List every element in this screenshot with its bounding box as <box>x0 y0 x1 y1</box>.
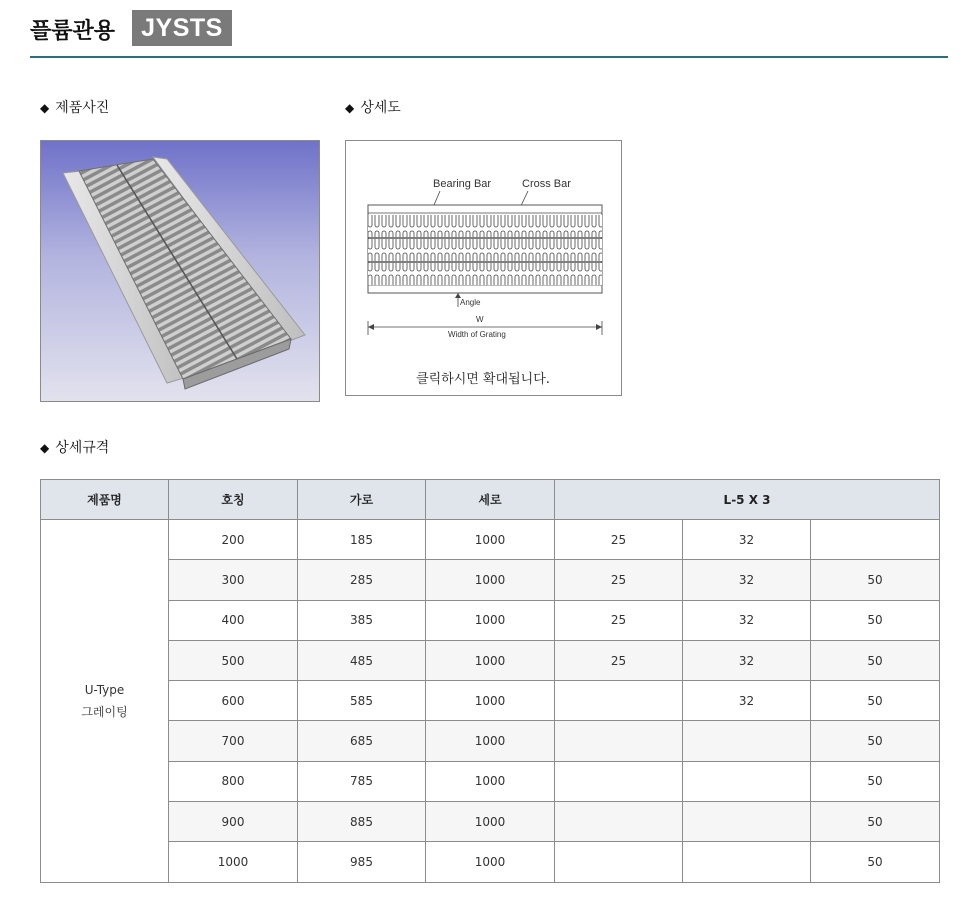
table-cell: 585 <box>298 681 426 721</box>
product-name-line2: 그레이팅 <box>81 704 128 719</box>
table-cell: 500 <box>169 640 298 680</box>
table-cell: 50 <box>811 802 940 842</box>
page-header <box>30 8 948 58</box>
table-row <box>41 802 940 842</box>
table-cell: 25 <box>555 520 683 560</box>
product-photo[interactable] <box>40 140 320 402</box>
col-header-nominal: 호칭 <box>169 480 298 520</box>
diamond-bullet-icon: ◆ <box>40 101 50 115</box>
table-cell: 1000 <box>426 842 555 882</box>
table-cell: 1000 <box>426 600 555 640</box>
table-cell: 1000 <box>426 640 555 680</box>
table-cell: 32 <box>683 640 811 680</box>
col-header-angle-spec: L-5 X 3 <box>555 480 940 520</box>
table-cell <box>811 520 940 560</box>
section-heading-photo-label: 제품사진 <box>55 100 110 116</box>
table-cell: 800 <box>169 761 298 801</box>
w-label: W <box>476 315 484 324</box>
table-row <box>41 761 940 801</box>
table-cell <box>683 842 811 882</box>
grating-drawing-illustration <box>346 141 621 395</box>
table-cell <box>683 761 811 801</box>
table-cell: 50 <box>811 721 940 761</box>
table-cell <box>555 802 683 842</box>
product-name-cell <box>41 520 169 883</box>
table-cell: 1000 <box>426 721 555 761</box>
table-cell: 385 <box>298 600 426 640</box>
table-cell <box>555 842 683 882</box>
table-row <box>41 640 940 680</box>
table-cell: 50 <box>811 600 940 640</box>
table-row <box>41 600 940 640</box>
table-cell: 200 <box>169 520 298 560</box>
section-heading-photo <box>40 97 109 117</box>
detail-drawing[interactable] <box>345 140 622 396</box>
cross-bar-label: Cross Bar <box>522 178 571 190</box>
table-row <box>41 520 940 560</box>
table-cell: 25 <box>555 600 683 640</box>
specs-table <box>40 479 940 883</box>
page-title: 플륨관용 <box>30 19 116 44</box>
table-cell: 300 <box>169 560 298 600</box>
table-cell <box>555 761 683 801</box>
table-cell: 50 <box>811 842 940 882</box>
table-cell: 1000 <box>169 842 298 882</box>
table-cell <box>683 802 811 842</box>
bearing-bar-label: Bearing Bar <box>433 178 492 190</box>
diamond-bullet-icon: ◆ <box>40 441 50 455</box>
col-header-product-name: 제품명 <box>41 480 169 520</box>
table-cell: 50 <box>811 560 940 600</box>
table-row <box>41 842 940 882</box>
table-cell <box>555 721 683 761</box>
grating-photo-illustration <box>41 141 319 401</box>
table-cell: 50 <box>811 681 940 721</box>
table-cell: 700 <box>169 721 298 761</box>
table-cell: 50 <box>811 640 940 680</box>
brand-badge: JYSTS <box>132 10 232 46</box>
table-cell: 185 <box>298 520 426 560</box>
table-cell: 32 <box>683 600 811 640</box>
table-cell: 1000 <box>426 802 555 842</box>
diamond-bullet-icon: ◆ <box>345 101 355 115</box>
table-cell: 1000 <box>426 520 555 560</box>
enlarge-caption: 클릭하시면 확대됩니다. <box>416 372 550 387</box>
col-header-width: 가로 <box>298 480 426 520</box>
header-divider <box>30 56 948 58</box>
table-cell: 1000 <box>426 761 555 801</box>
table-cell: 25 <box>555 560 683 600</box>
table-cell: 900 <box>169 802 298 842</box>
width-of-grating-label: Width of Grating <box>448 330 506 339</box>
table-cell: 485 <box>298 640 426 680</box>
table-cell: 1000 <box>426 560 555 600</box>
angle-label: Angle <box>460 298 481 307</box>
product-name-line1: U-Type <box>84 682 125 697</box>
section-heading-specs <box>40 437 109 457</box>
section-heading-specs-label: 상세규격 <box>55 440 110 456</box>
table-cell: 32 <box>683 560 811 600</box>
table-cell: 985 <box>298 842 426 882</box>
table-row <box>41 721 940 761</box>
table-cell: 600 <box>169 681 298 721</box>
table-row <box>41 560 940 600</box>
table-cell <box>683 721 811 761</box>
table-cell: 1000 <box>426 681 555 721</box>
table-cell: 785 <box>298 761 426 801</box>
table-cell: 400 <box>169 600 298 640</box>
table-cell: 32 <box>683 520 811 560</box>
section-heading-drawing <box>345 97 401 117</box>
table-header-row <box>41 480 940 520</box>
col-header-length: 세로 <box>426 480 555 520</box>
table-cell <box>555 681 683 721</box>
table-row <box>41 681 940 721</box>
table-cell: 285 <box>298 560 426 600</box>
table-cell: 50 <box>811 761 940 801</box>
table-cell: 685 <box>298 721 426 761</box>
table-cell: 32 <box>683 681 811 721</box>
table-cell: 885 <box>298 802 426 842</box>
section-heading-drawing-label: 상세도 <box>360 100 401 116</box>
table-cell: 25 <box>555 640 683 680</box>
